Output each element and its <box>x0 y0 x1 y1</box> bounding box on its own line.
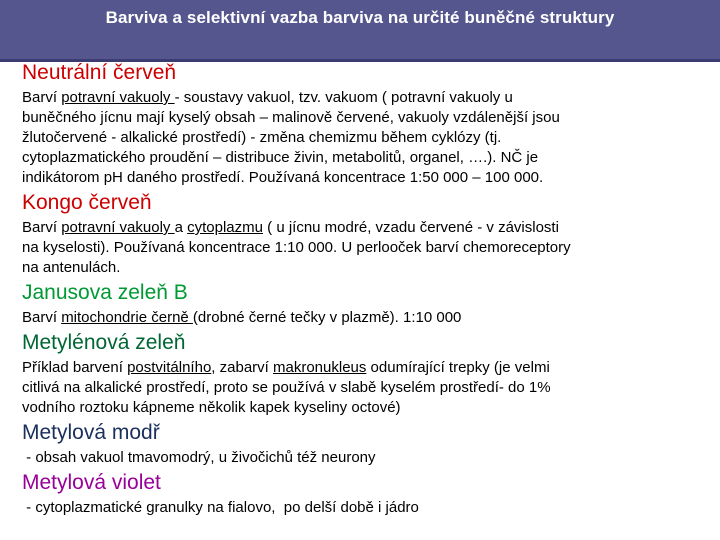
section-body <box>22 358 712 418</box>
underlined-term: potravní vakuoly <box>61 219 175 236</box>
text-line: buněčného jícnu mají kyselý obsah – malinově červené, vakuoly vzdálenější jsou <box>22 109 560 126</box>
underlined-term: makronukleus <box>273 359 367 376</box>
section-kongo-cerven <box>22 190 712 278</box>
text-line: na antenulách. <box>22 259 121 276</box>
section-metylenova-zelen <box>22 330 712 418</box>
slide-content <box>22 60 712 520</box>
underlined-term: postvitálního <box>127 359 212 376</box>
text-line: Barví potravní vakuoly - soustavy vakuol, tzv. vakuom ( potravní vakuoly u <box>22 89 513 106</box>
text-line: na kyselosti). Používaná koncentrace 1:10 000. U perlooček barví chemoreceptory <box>22 239 571 256</box>
section-body <box>22 308 712 328</box>
section-metylova-modr <box>22 420 712 468</box>
section-body <box>22 498 712 518</box>
text-line: - cytoplazmatické granulky na fialovo, po delší době i jádro <box>22 499 419 516</box>
text-line: Příklad barvení postvitálního, zabarví makronukleus odumírající trepky (je velmi <box>22 359 550 376</box>
section-heading: Kongo červeň <box>22 191 152 214</box>
section-neutralni-cerven <box>22 60 712 188</box>
slide-title: Barviva a selektivní vazba barviva na určité buněčné struktury <box>105 8 615 27</box>
text-line: Barví mitochondrie černě (drobné černé tečky v plazmě). 1:10 000 <box>22 309 462 326</box>
text-line: - obsah vakuol tmavomodrý, u živočichů též neurony <box>22 449 376 466</box>
text-line: Barví potravní vakuoly a cytoplazmu ( u jícnu modré, vzadu červené - v závislosti <box>22 219 559 236</box>
text-line: cytoplazmatického proudění – distribuce živin, metabolitů, organel, ….). NČ je <box>22 149 539 166</box>
slide-header <box>0 0 720 62</box>
underlined-term: mitochondrie černě <box>61 309 193 326</box>
text-line: citlivá na alkalické prostředí, proto se používá v slabě kyselém prostředí- do 1% <box>22 379 551 396</box>
section-heading: Janusova zeleň B <box>22 281 188 304</box>
section-heading: Metylénová zeleň <box>22 331 186 354</box>
section-heading: Metylová violet <box>22 471 161 494</box>
underlined-term: potravní vakuoly <box>61 89 175 106</box>
text-line: vodního roztoku kápneme několik kapek kyseliny octové) <box>22 399 401 416</box>
section-body <box>22 88 712 188</box>
underlined-term: cytoplazmu <box>187 219 263 236</box>
section-heading: Neutrální červeň <box>22 61 177 84</box>
section-metylova-violet <box>22 470 712 518</box>
text-line: žlutočervené - alkalické prostředí) - změna chemizmu během cyklózy (tj. <box>22 129 502 146</box>
section-janusova-zelen <box>22 280 712 328</box>
section-body <box>22 218 712 278</box>
section-body <box>22 448 712 468</box>
section-heading: Metylová modř <box>22 421 160 444</box>
text-line: indikátorom pH daného prostředí. Používaná koncentrace 1:50 000 – 100 000. <box>22 169 544 186</box>
